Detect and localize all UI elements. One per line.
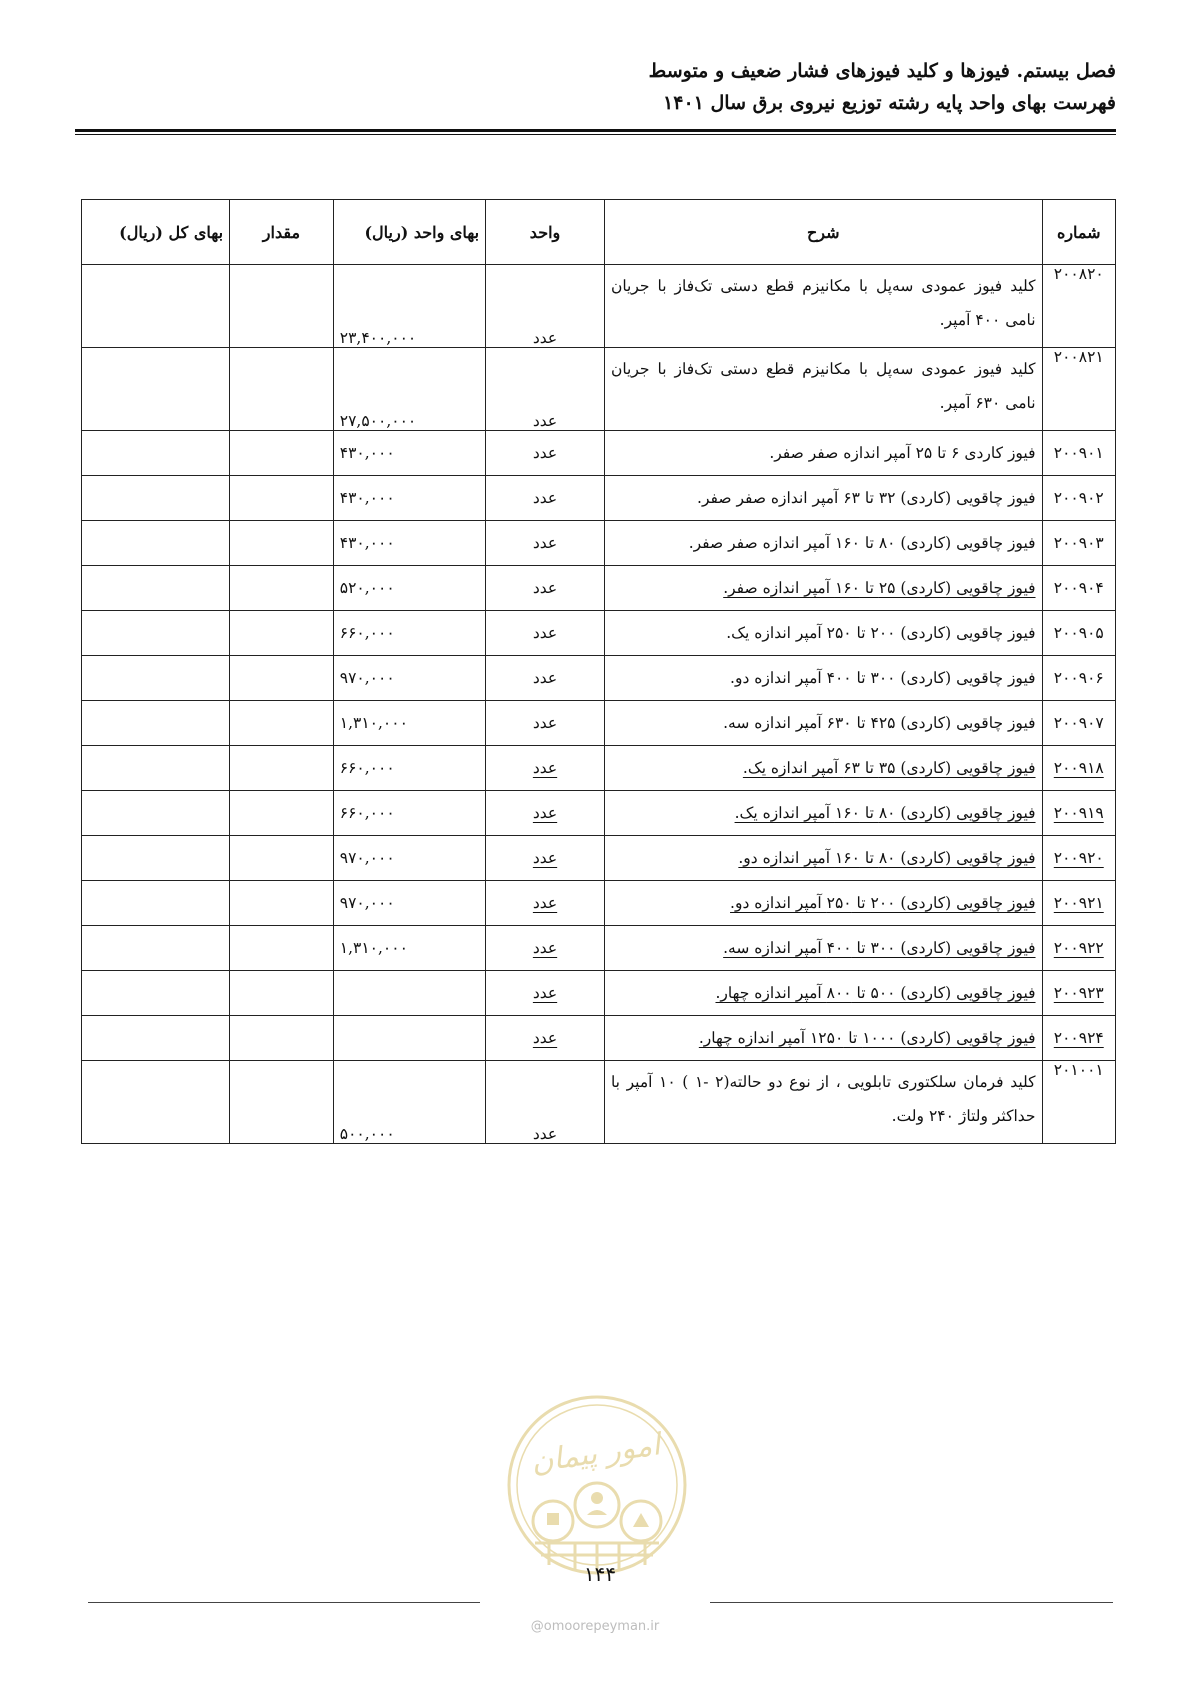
item-quantity: [230, 1016, 334, 1061]
seal-text: امور پیمان: [528, 1427, 663, 1480]
table-row: [82, 656, 1116, 701]
item-number: ۲۰۰۹۱۸: [1042, 746, 1115, 791]
item-unit-price: ۴۳۰,۰۰۰: [333, 431, 485, 476]
item-total: [82, 611, 230, 656]
underlined-description: فیوز چاقویی (کاردی) ۳۰۰ تا ۴۰۰ آمپر اندازه سه.: [723, 939, 1036, 957]
item-description: فیوز کاردی ۶ تا ۲۵ آمپر اندازه صفر صفر.: [604, 431, 1042, 476]
item-number: ۲۰۰۹۰۴: [1042, 566, 1115, 611]
watermark-website: @omoorepeyman.ir: [530, 1619, 660, 1634]
table-row: [82, 566, 1116, 611]
table-row: [82, 791, 1116, 836]
item-quantity: [230, 971, 334, 1016]
item-description: [604, 836, 1042, 881]
item-description: کلید فیوز عمودی سه‌پل با مکانیزم قطع دستی تک‌فاز با جریان نامی ۶۳۰ آمپر.: [604, 348, 1042, 431]
item-total: [82, 656, 230, 701]
item-unit: عدد: [486, 431, 605, 476]
item-unit-price: ۴۳۰,۰۰۰: [333, 521, 485, 566]
underlined-description: فیوز چاقویی (کاردی) ۳۵ تا ۶۳ آمپر اندازه یک.: [742, 759, 1036, 777]
item-number: ۲۰۰۸۲۰: [1042, 265, 1115, 348]
item-total: [82, 971, 230, 1016]
item-unit: عدد: [486, 1016, 605, 1061]
item-number: ۲۰۰۸۲۱: [1042, 348, 1115, 431]
item-total: [82, 348, 230, 431]
item-total: [82, 1061, 230, 1144]
item-total: [82, 1016, 230, 1061]
table-row: [82, 431, 1116, 476]
item-number: ۲۰۰۹۱۹: [1042, 791, 1115, 836]
page-number: ۱۴۴: [583, 1562, 617, 1586]
item-quantity: [230, 836, 334, 881]
item-unit-price: ۶۶۰,۰۰۰: [333, 791, 485, 836]
item-number: ۲۰۰۹۲۴: [1042, 1016, 1115, 1061]
header-unit-price: بهای واحد (ریال): [333, 200, 485, 265]
underlined-description: فیوز چاقویی (کاردی) ۲۰۰ تا ۲۵۰ آمپر اندازه دو.: [730, 894, 1036, 912]
item-unit-price: ۲۷,۵۰۰,۰۰۰: [333, 348, 485, 431]
item-description: [604, 566, 1042, 611]
table-row: [82, 348, 1116, 431]
underlined-description: فیوز چاقویی (کاردی) ۵۰۰ تا ۸۰۰ آمپر اندازه چهار.: [715, 984, 1036, 1002]
item-total: [82, 566, 230, 611]
item-unit: عدد: [486, 476, 605, 521]
item-quantity: [230, 348, 334, 431]
item-unit-price: ۵۲۰,۰۰۰: [333, 566, 485, 611]
underlined-description: فیوز چاقویی (کاردی) ۲۵ تا ۱۶۰ آمپر اندازه صفر.: [723, 579, 1036, 597]
item-unit: عدد: [486, 265, 605, 348]
item-unit: عدد: [486, 836, 605, 881]
footer-rule-left: [88, 1602, 480, 1603]
item-total: [82, 265, 230, 348]
item-total: [82, 701, 230, 746]
item-unit: عدد: [486, 656, 605, 701]
header-number: شماره: [1042, 200, 1115, 265]
item-description: فیوز چاقویی (کاردی) ۸۰ تا ۱۶۰ آمپر اندازه صفر صفر.: [604, 521, 1042, 566]
item-total: [82, 836, 230, 881]
item-total: [82, 746, 230, 791]
item-unit: عدد: [486, 566, 605, 611]
item-description: [604, 971, 1042, 1016]
item-description: فیوز چاقویی (کاردی) ۴۲۵ تا ۶۳۰ آمپر اندازه سه.: [604, 701, 1042, 746]
item-quantity: [230, 521, 334, 566]
footer-rule-right: [710, 1602, 1113, 1603]
item-number: ۲۰۰۹۲۰: [1042, 836, 1115, 881]
item-unit-price: ۵۰۰,۰۰۰: [333, 1061, 485, 1144]
table-row: [82, 971, 1116, 1016]
price-table: [81, 199, 1116, 1144]
item-total: [82, 431, 230, 476]
header-description: شرح: [604, 200, 1042, 265]
item-quantity: [230, 566, 334, 611]
item-number: ۲۰۰۹۲۲: [1042, 926, 1115, 971]
table-row: [82, 881, 1116, 926]
item-unit-price: ۹۷۰,۰۰۰: [333, 656, 485, 701]
item-description: [604, 791, 1042, 836]
header-unit: واحد: [486, 200, 605, 265]
item-quantity: [230, 265, 334, 348]
item-unit: عدد: [486, 791, 605, 836]
item-quantity: [230, 611, 334, 656]
item-number: ۲۰۱۰۰۱: [1042, 1061, 1115, 1144]
item-quantity: [230, 746, 334, 791]
item-quantity: [230, 791, 334, 836]
item-unit-price: ۹۷۰,۰۰۰: [333, 881, 485, 926]
underlined-description: فیوز چاقویی (کاردی) ۸۰ تا ۱۶۰ آمپر اندازه یک.: [734, 804, 1036, 822]
omoore-peyman-seal: [505, 1393, 689, 1577]
item-description: [604, 1016, 1042, 1061]
price-list-title: فهرست بهای واحد پایه رشته توزیع نیروی برق سال ۱۴۰۱: [663, 92, 1116, 114]
table-header-row: [82, 200, 1116, 265]
item-unit: عدد: [486, 348, 605, 431]
item-description: کلید فیوز عمودی سه‌پل با مکانیزم قطع دستی تک‌فاز با جریان نامی ۴۰۰ آمپر.: [604, 265, 1042, 348]
item-total: [82, 476, 230, 521]
item-unit: عدد: [486, 971, 605, 1016]
header-rule-thin: [75, 134, 1116, 135]
item-unit-price: ۹۷۰,۰۰۰: [333, 836, 485, 881]
item-total: [82, 521, 230, 566]
header-quantity: مقدار: [230, 200, 334, 265]
item-unit: عدد: [486, 926, 605, 971]
item-quantity: [230, 476, 334, 521]
item-total: [82, 791, 230, 836]
underlined-description: فیوز چاقویی (کاردی) ۸۰ تا ۱۶۰ آمپر اندازه دو.: [738, 849, 1036, 867]
item-quantity: [230, 881, 334, 926]
item-unit-price: ۶۶۰,۰۰۰: [333, 746, 485, 791]
item-unit-price: [333, 1016, 485, 1061]
item-total: [82, 881, 230, 926]
table-row: [82, 926, 1116, 971]
item-description: فیوز چاقویی (کاردی) ۳۰۰ تا ۴۰۰ آمپر اندازه دو.: [604, 656, 1042, 701]
item-unit-price: ۱,۳۱۰,۰۰۰: [333, 701, 485, 746]
item-unit-price: ۱,۳۱۰,۰۰۰: [333, 926, 485, 971]
item-number: ۲۰۰۹۰۲: [1042, 476, 1115, 521]
table-row: [82, 521, 1116, 566]
table-row: [82, 476, 1116, 521]
item-total: [82, 926, 230, 971]
item-description: [604, 926, 1042, 971]
item-unit: عدد: [486, 746, 605, 791]
item-unit: عدد: [486, 881, 605, 926]
item-quantity: [230, 1061, 334, 1144]
header-total-price: بهای کل (ریال): [82, 200, 230, 265]
item-number: ۲۰۰۹۲۳: [1042, 971, 1115, 1016]
item-unit: عدد: [486, 611, 605, 656]
table-row: [82, 265, 1116, 348]
header-rule-thick: [75, 129, 1116, 132]
table-row: [82, 746, 1116, 791]
table-row: [82, 701, 1116, 746]
table-row: [82, 1061, 1116, 1144]
table-row: [82, 611, 1116, 656]
table-row: [82, 836, 1116, 881]
chapter-title: فصل بیستم. فیوزها و کلید فیوزهای فشار ضعیف و متوسط: [648, 60, 1116, 82]
item-unit-price: ۲۳,۴۰۰,۰۰۰: [333, 265, 485, 348]
item-number: ۲۰۰۹۰۵: [1042, 611, 1115, 656]
item-number: ۲۰۰۹۰۷: [1042, 701, 1115, 746]
item-number: ۲۰۰۹۰۳: [1042, 521, 1115, 566]
item-unit-price: [333, 971, 485, 1016]
item-description: فیوز چاقویی (کاردی) ۳۲ تا ۶۳ آمپر اندازه صفر صفر.: [604, 476, 1042, 521]
item-unit-price: ۴۳۰,۰۰۰: [333, 476, 485, 521]
item-description: [604, 746, 1042, 791]
item-description: فیوز چاقویی (کاردی) ۲۰۰ تا ۲۵۰ آمپر اندازه یک.: [604, 611, 1042, 656]
item-unit: عدد: [486, 1061, 605, 1144]
item-description: [604, 881, 1042, 926]
item-quantity: [230, 701, 334, 746]
item-unit: عدد: [486, 701, 605, 746]
page-header: [75, 55, 1116, 119]
item-unit: عدد: [486, 521, 605, 566]
table-row: [82, 1016, 1116, 1061]
item-description: کلید فرمان سلکتوری تابلویی ، از نوع دو حالته(۲ -۱ ) ۱۰ آمپر با حداکثر ولتاژ ۲۴۰ ولت.: [604, 1061, 1042, 1144]
underlined-description: فیوز چاقویی (کاردی) ۱۰۰۰ تا ۱۲۵۰ آمپر اندازه چهار.: [698, 1029, 1036, 1047]
item-number: ۲۰۰۹۰۱: [1042, 431, 1115, 476]
item-quantity: [230, 656, 334, 701]
item-quantity: [230, 926, 334, 971]
item-number: ۲۰۰۹۰۶: [1042, 656, 1115, 701]
item-unit-price: ۶۶۰,۰۰۰: [333, 611, 485, 656]
item-number: ۲۰۰۹۲۱: [1042, 881, 1115, 926]
item-quantity: [230, 431, 334, 476]
